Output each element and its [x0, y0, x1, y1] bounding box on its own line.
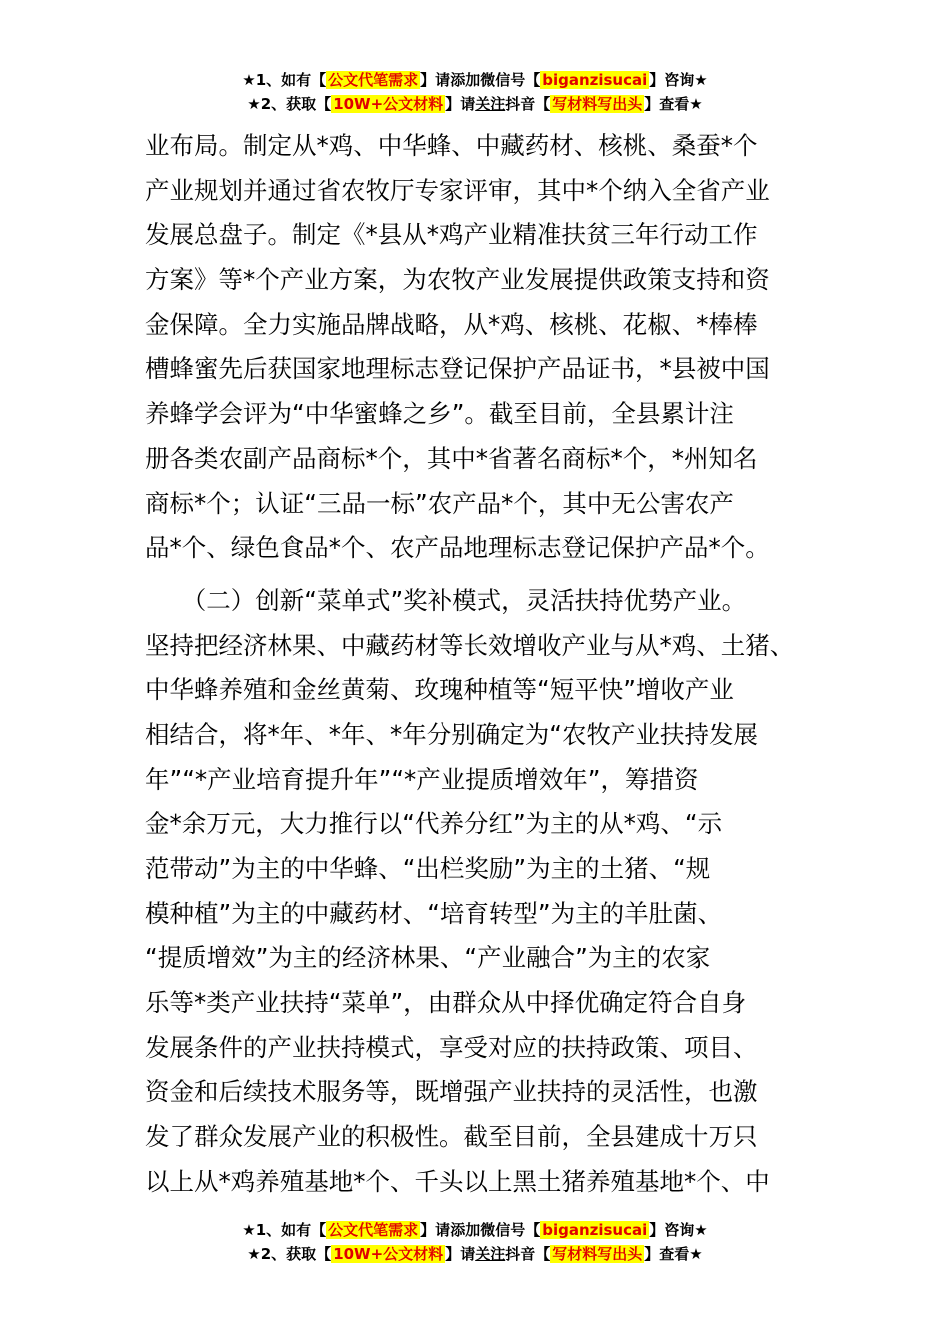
footer-line-2-highlight-1: 10W+公文材料	[333, 1245, 444, 1263]
body-line: 范带动”为主的中华蜂、“出栏奖励”为主的土猪、“规	[145, 854, 711, 883]
footer-line-1-highlight-2: biganzisucai	[542, 1221, 648, 1239]
body-line: 品*个、绿色食品*个、农产品地理标志登记保护产品*个。	[145, 533, 770, 563]
footer-banner	[0, 1218, 950, 1266]
body-line: 册各类农副产品商标*个，其中*省著名商标*个，*州知名	[145, 443, 758, 473]
header-line-1-highlight-1: 公文代笔需求	[328, 71, 419, 89]
header-line-2-strong: 关注	[475, 95, 506, 113]
body-line: 发展条件的产业扶持模式，享受对应的扶持政策、项目、	[145, 1032, 758, 1062]
header-line-1-highlight-2: biganzisucai	[542, 71, 648, 89]
header-line-2-mid-1: 】请	[445, 95, 476, 113]
header-line-1-suffix: 】咨询★	[649, 71, 708, 89]
body-line: 坚持把经济林果、中藏药材等长效增收产业与从*鸡、土猪、	[145, 630, 795, 660]
body-line: 发展总盘子。制定《*县从*鸡产业精准扶贫三年行动工作	[145, 220, 758, 250]
body-line: 产业规划并通过省农牧厅专家评审，其中*个纳入全省产业	[145, 175, 770, 205]
document-body	[145, 124, 815, 1205]
footer-line-2-highlight-2: 写材料写出头	[552, 1245, 643, 1263]
footer-line-1-highlight-1: 公文代笔需求	[328, 1221, 419, 1239]
body-line: 槽蜂蜜先后获国家地理标志登记保护产品证书，*县被中国	[145, 354, 770, 384]
header-line-2-mid-2: 抖音【	[505, 95, 551, 113]
header-line-1-strong: 添加	[450, 71, 481, 89]
body-line: 乐等*类产业扶持“菜单”，由群众从中择优确定符合自身	[145, 988, 747, 1018]
footer-line-1	[0, 1218, 950, 1242]
footer-line-1-suffix: 】咨询★	[649, 1221, 708, 1239]
header-line-1	[0, 68, 950, 92]
body-line: 中华蜂养殖和金丝黄菊、玫瑰种植等“短平快”增收产业	[145, 675, 734, 705]
footer-line-1-mid-1: 】请	[420, 1221, 451, 1239]
footer-line-2-suffix: 】查看★	[644, 1245, 703, 1263]
body-line: 模种植”为主的中藏药材、“培育转型”为主的羊肚菌、	[145, 898, 723, 928]
footer-line-1-strong: 添加	[450, 1221, 481, 1239]
footer-line-1-mid-2: 微信号【	[480, 1221, 541, 1239]
body-line: 金保障。全力实施品牌战略，从*鸡、核桃、花椒、*棒棒	[145, 309, 758, 339]
footer-line-1-prefix: ★1、如有【	[242, 1221, 327, 1239]
header-banner	[0, 68, 950, 116]
paragraph-gap	[145, 571, 815, 579]
footer-line-2-mid-1: 】请	[445, 1245, 476, 1263]
header-line-2-prefix: ★2、获取【	[247, 95, 332, 113]
body-line: 商标*个；认证“三品一标”农产品*个，其中无公害农产	[145, 488, 734, 518]
footer-line-2	[0, 1242, 950, 1266]
body-line: 养蜂学会评为“中华蜜蜂之乡”。截至目前，全县累计注	[145, 399, 734, 429]
body-line: 资金和后续技术服务等，既增强产业扶持的灵活性，也激	[145, 1077, 758, 1107]
header-line-2-highlight-1: 10W+公文材料	[333, 95, 444, 113]
header-line-2-suffix: 】查看★	[644, 95, 703, 113]
body-line: 以上从*鸡养殖基地*个、千头以上黑土猪养殖基地*个、中	[145, 1166, 770, 1196]
footer-line-2-mid-2: 抖音【	[505, 1245, 551, 1263]
body-line: “提质增效”为主的经济林果、“产业融合”为主的农家	[145, 943, 711, 973]
footer-line-2-strong: 关注	[475, 1245, 506, 1263]
header-line-1-prefix: ★1、如有【	[242, 71, 327, 89]
body-line: 业布局。制定从*鸡、中华蜂、中藏药材、核桃、桑蚕*个	[145, 131, 758, 160]
body-line: 金*余万元，大力推行以“代养分红”为主的从*鸡、“示	[145, 809, 723, 839]
body-line: 发了群众发展产业的积极性。截至目前，全县建成十万只	[145, 1122, 758, 1152]
header-line-2-highlight-2: 写材料写出头	[552, 95, 643, 113]
body-line: 相结合，将*年、*年、*年分别确定为“农牧产业扶持发展	[145, 719, 758, 749]
header-line-1-mid-2: 微信号【	[480, 71, 541, 89]
header-line-2	[0, 92, 950, 116]
footer-line-2-prefix: ★2、获取【	[247, 1245, 332, 1263]
section-heading-line: （二）创新“菜单式”奖补模式，灵活扶持优势产业。	[145, 585, 747, 615]
body-line: 方案》等*个产业方案，为农牧产业发展提供政策支持和资	[145, 265, 770, 295]
header-line-1-mid-1: 】请	[420, 71, 451, 89]
body-line: 年”“*产业培育提升年”“*产业提质增效年”，筹措资	[145, 764, 699, 794]
